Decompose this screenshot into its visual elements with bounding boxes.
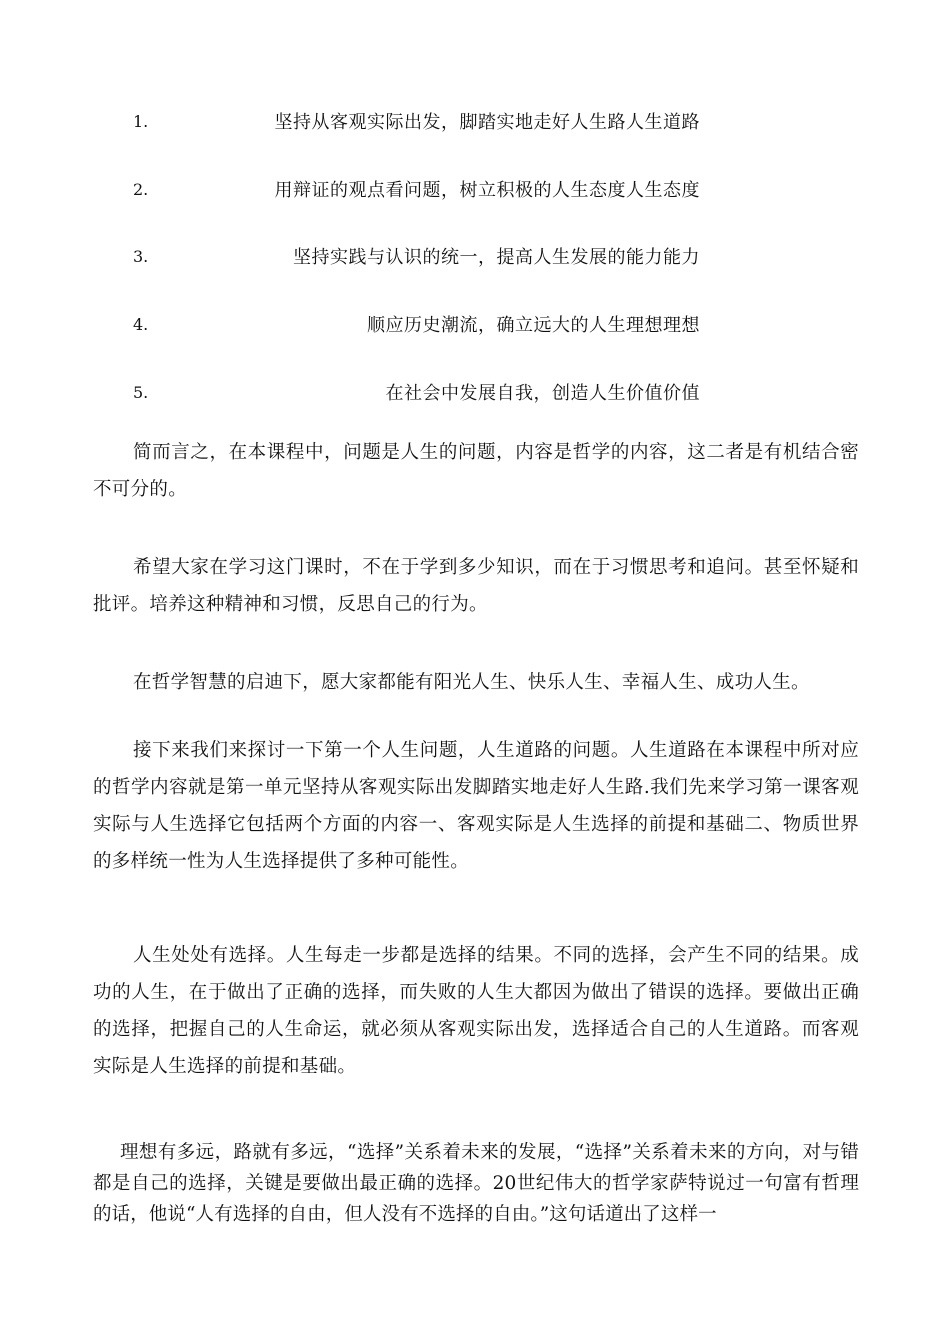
list-item xyxy=(133,176,700,206)
list-number: 3. xyxy=(133,247,149,266)
paragraph: 理想有多远，路就有多远，“选择”关系着未来的发展，“选择”关系着未来的方向，对与错都是自己的选择，关键是要做出最正确的选择。20世纪伟大的哲学家萨特说过一句富有哲理的话，他说“人有选择的自由，但人没有不选择的自由。”这句话道出了这样一 xyxy=(93,1142,859,1225)
list-number: 5. xyxy=(133,383,149,402)
list-item xyxy=(133,311,700,341)
list-number: 4. xyxy=(133,315,149,334)
list-item xyxy=(133,108,700,138)
list-number: 1. xyxy=(133,112,149,131)
list-number: 2. xyxy=(133,180,149,199)
paragraph: 接下来我们来探讨一下第一个人生问题，人生道路的问题。人生道路在本课程中所对应的哲学内容就是第一单元坚持从客观实际出发脚踏实地走好人生路.我们先来学习第一课客观实际与人生选择它包括两个方面的内容一、客观实际是人生选择的前提和基础二、物质世界的多样统一性为人生选择提供了多种可能性。 xyxy=(93,740,859,872)
paragraph: 在哲学智慧的启迪下，愿大家都能有阳光人生、快乐人生、幸福人生、成功人生。 xyxy=(133,672,810,693)
list-text: 坚持从客观实际出发，脚踏实地走好人生路人生道路 xyxy=(274,112,700,133)
list-text: 顺应历史潮流，确立远大的人生理想理想 xyxy=(367,315,700,336)
paragraph: 人生处处有选择。人生每走一步都是选择的结果。不同的选择，会产生不同的结果。成功的人生，在于做出了正确的选择，而失败的人生大都因为做出了错误的选择。要做出正确的选择，把握自己的人生命运，就必须从客观实际出发，选择适合自己的人生道路。而客观实际是人生选择的前提和基础。 xyxy=(93,945,859,1077)
list-text: 用辩证的观点看问题，树立积极的人生态度人生态度 xyxy=(274,180,700,201)
list-item xyxy=(133,243,700,273)
paragraph: 希望大家在学习这门课时，不在于学到多少知识，而在于习惯思考和追问。甚至怀疑和批评。培养这种精神和习惯，反思自己的行为。 xyxy=(93,557,859,615)
list-text: 在社会中发展自我，创造人生价值价值 xyxy=(385,383,700,404)
paragraph: 简而言之，在本课程中，问题是人生的问题，内容是哲学的内容，这二者是有机结合密不可分的。 xyxy=(93,442,859,500)
list-text: 坚持实践与认识的统一，提高人生发展的能力能力 xyxy=(293,247,700,268)
list-item xyxy=(133,379,700,409)
